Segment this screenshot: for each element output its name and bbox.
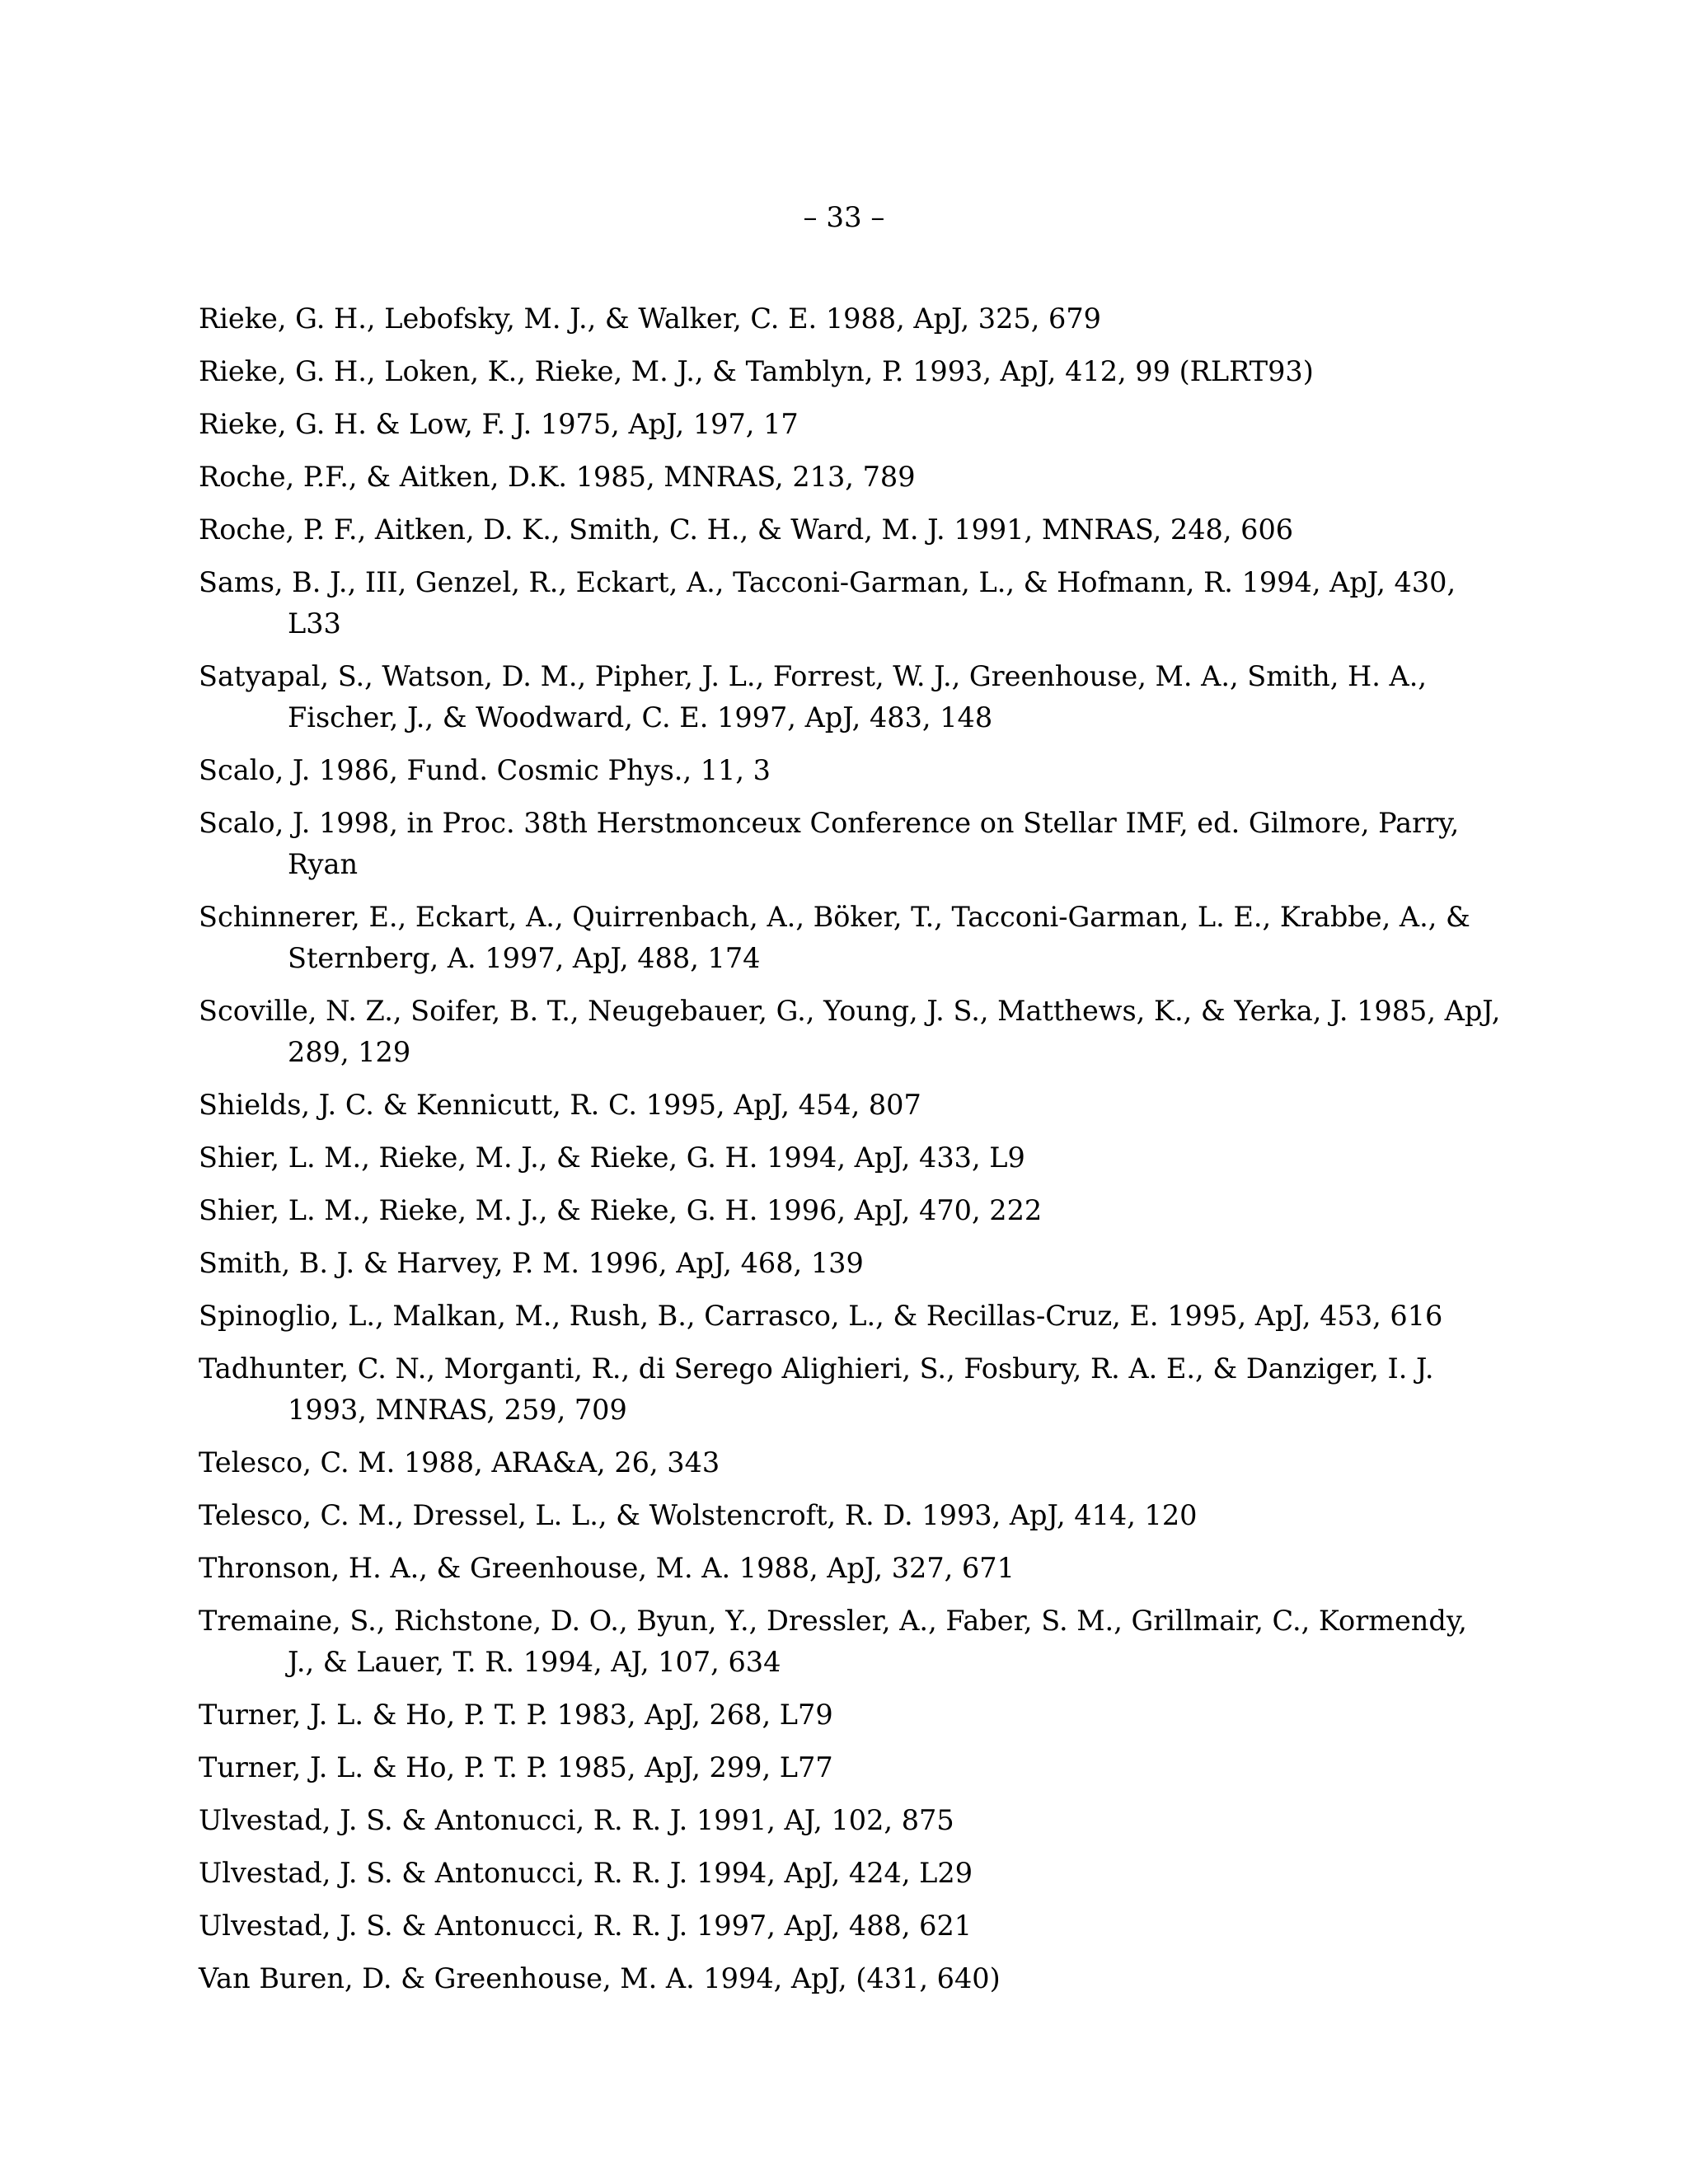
reference-item: Tremaine, S., Richstone, D. O., Byun, Y., Dressler, A., Faber, S. M., Grillmair, C., Kormendy, J., & Lauer, T. R. 1994, AJ, 107, 634 bbox=[199, 1605, 1467, 1678]
reference-item: Rieke, G. H., Lebofsky, M. J., & Walker, C. E. 1988, ApJ, 325, 679 bbox=[199, 302, 1101, 335]
reference-item: Scalo, J. 1998, in Proc. 38th Herstmonceux Conference on Stellar IMF, ed. Gilmore, Parry, Ryan bbox=[199, 807, 1460, 880]
reference-item: Tadhunter, C. N., Morganti, R., di Serego Alighieri, S., Fosbury, R. A. E., & Danziger, I. J. 1993, MNRAS, 259, 709 bbox=[199, 1352, 1434, 1426]
reference-item: Roche, P.F., & Aitken, D.K. 1985, MNRAS, 213, 789 bbox=[199, 461, 916, 493]
reference-item: Smith, B. J. & Harvey, P. M. 1996, ApJ, 468, 139 bbox=[199, 1247, 864, 1279]
reference-item: Schinnerer, E., Eckart, A., Quirrenbach, A., Böker, T., Tacconi-Garman, L. E., Krabbe, A., & Sternberg, A. 1997, ApJ, 488, 174 bbox=[199, 901, 1470, 974]
reference-item: Spinoglio, L., Malkan, M., Rush, B., Carrasco, L., & Recillas-Cruz, E. 1995, ApJ, 453, 616 bbox=[199, 1300, 1443, 1332]
reference-item: Shier, L. M., Rieke, M. J., & Rieke, G. H. 1994, ApJ, 433, L9 bbox=[199, 1141, 1025, 1174]
reference-item: Turner, J. L. & Ho, P. T. P. 1983, ApJ, 268, L79 bbox=[199, 1699, 833, 1731]
reference-item: Telesco, C. M. 1988, ARA&A, 26, 343 bbox=[199, 1446, 720, 1479]
reference-item: Thronson, H. A., & Greenhouse, M. A. 1988, ApJ, 327, 671 bbox=[199, 1552, 1015, 1584]
reference-item: Ulvestad, J. S. & Antonucci, R. R. J. 1997, ApJ, 488, 621 bbox=[199, 1910, 973, 1942]
reference-item: Sams, B. J., III, Genzel, R., Eckart, A., Tacconi-Garman, L., & Hofmann, R. 1994, ApJ, 430, L33 bbox=[199, 566, 1456, 640]
reference-item: Shields, J. C. & Kennicutt, R. C. 1995, ApJ, 454, 807 bbox=[199, 1089, 921, 1121]
reference-item: Scoville, N. Z., Soifer, B. T., Neugebauer, G., Young, J. S., Matthews, K., & Yerka, J. 1985, ApJ, 289, 129 bbox=[199, 995, 1501, 1068]
reference-item: Scalo, J. 1986, Fund. Cosmic Phys., 11, 3 bbox=[199, 754, 771, 786]
reference-item: Rieke, G. H., Loken, K., Rieke, M. J., & Tamblyn, P. 1993, ApJ, 412, 99 (RLRT93) bbox=[199, 355, 1314, 387]
reference-item: Satyapal, S., Watson, D. M., Pipher, J. L., Forrest, W. J., Greenhouse, M. A., Smith, H. A., Fischer, J., & Woodward, C. E. 1997, ApJ, 483, 148 bbox=[199, 660, 1428, 733]
page-number: – 33 – bbox=[803, 201, 885, 234]
reference-item: Van Buren, D. & Greenhouse, M. A. 1994, ApJ, (431, 640) bbox=[199, 1962, 1001, 1994]
reference-item: Rieke, G. H. & Low, F. J. 1975, ApJ, 197, 17 bbox=[199, 408, 799, 440]
reference-item: Turner, J. L. & Ho, P. T. P. 1985, ApJ, 299, L77 bbox=[199, 1751, 833, 1783]
reference-item: Roche, P. F., Aitken, D. K., Smith, C. H., & Ward, M. J. 1991, MNRAS, 248, 606 bbox=[199, 513, 1294, 546]
reference-item: Telesco, C. M., Dressel, L. L., & Wolstencroft, R. D. 1993, ApJ, 414, 120 bbox=[199, 1499, 1198, 1531]
reference-item: Shier, L. M., Rieke, M. J., & Rieke, G. H. 1996, ApJ, 470, 222 bbox=[199, 1194, 1043, 1226]
reference-list bbox=[199, 298, 1501, 2011]
reference-item: Ulvestad, J. S. & Antonucci, R. R. J. 1991, AJ, 102, 875 bbox=[199, 1804, 954, 1836]
reference-item: Ulvestad, J. S. & Antonucci, R. R. J. 1994, ApJ, 424, L29 bbox=[199, 1857, 973, 1889]
